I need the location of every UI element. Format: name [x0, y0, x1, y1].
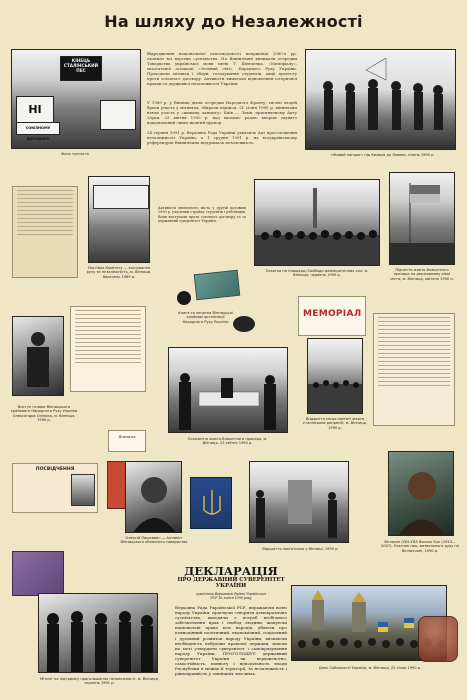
body-paragraph-3: 24 серпня 1991 р. Верховна Рада України ухвалила Акт проголошення незалежності України, а 1 грудня 1991 р. на всеукраїнському референдумі Вінниччина підтримала незалежність.	[147, 130, 297, 145]
photo-rally-1991	[38, 593, 158, 673]
doc-red-card	[107, 461, 127, 509]
doc-line	[378, 377, 450, 378]
living-chain-figures	[306, 50, 456, 150]
portrait-silhouette	[126, 462, 182, 533]
caption-1: Фото тунгаста	[61, 152, 89, 156]
photo-portrait-man	[125, 461, 182, 533]
doc-line	[17, 214, 73, 215]
caption-6: Підняття жовто-блакитного прапора на державному рівні міста, м. Вінниця, квітень 1990 р.	[390, 268, 454, 281]
doc-line	[75, 346, 141, 347]
doc-certificate	[12, 463, 98, 513]
memorial-crowd	[308, 339, 363, 414]
caption-12: Відкриття пам'ятника у Вінниці, 1990 р.	[262, 547, 339, 551]
body-paragraph-2: У 1989 р. у Вінниці діяли осередки Народного Фронту, тисячі людей брали участь у мітингах, збирали підписи. 21 січня 1990 р. вінничани взяли участь у «живому ланцюгу» Київ — Львів, присвяченому Акту Злуки. 23 квітня 1990 р. над міською радою вперше піднято національний синьо-жовтий прапор.	[147, 100, 297, 125]
doc-line	[378, 381, 450, 382]
doc-line	[17, 210, 73, 211]
vinnytsia-label: Вінниця	[118, 434, 136, 439]
photo-living-chain	[305, 49, 456, 150]
caption-10: Відкриття місця пам'яті жертв сталінських репресій, м. Вінниця, 1990 р.	[303, 417, 367, 430]
speaker-figure	[13, 317, 64, 396]
declaration-body: Верховна Рада Української РСР, виражаючи волю народу України, прагнучи створити демократичне суспільство, виходячи з потреб всебічного забезпечення прав і свобод людини, шануючи національні права всіх народів, дбаючи про повноцінний політичний, економічний, соціальний і духовний розвиток народу України, визнаючи необхідність побудови правової держави, маючи на меті утвердити суверенітет і самоврядування народу України, ПРОГОЛОШУЄ державний суверенітет України як верховенство, самостійність, повноту і неподільність влади Республіки в межах її території, та незалежність і рівноправність у зовнішніх зносинах.	[175, 605, 287, 677]
doc-line	[378, 345, 450, 346]
doc-line	[378, 341, 450, 342]
doc-line	[378, 349, 450, 350]
sign-kinets: КІНЕЦЬ СТАЛІНСЬКИЙ ПЕС	[60, 56, 102, 81]
blessing-scene	[169, 348, 288, 433]
doc-line	[378, 317, 450, 318]
doc-line	[378, 385, 450, 386]
doc-line	[75, 354, 141, 355]
body-paragraph-1: Відродження національної самосвідомості наприкінці 1980-х рр. охопило всі верстви суспільства. На Вінниччині виникали осередки Товариства української мови імені Т. Шевченка, «Меморіалу», екологічної асоціації «Зелений світ», Народного Руху України. Проходили мітинги і збори, голодування студентів, акції протесту проти союзного договору. Активісти вимагали відновлення історичної правди та державної незалежності України.	[147, 51, 297, 86]
doc-line	[17, 222, 73, 223]
ink-pad	[233, 316, 255, 332]
doc-memorial	[298, 296, 366, 336]
body-paragraph-4: Активісти оновленого міста у другій половині 1990 р. учасники страйку студентів і робітників. Вони виступали проти союзного договору та за державний суверенітет України.	[158, 206, 246, 223]
doc-leaflet	[12, 186, 78, 278]
caption-7: Книга та печатка Вінницької крайової організації Народного Руху України	[178, 311, 233, 324]
declaration-subtitle: ПРО ДЕРЖАВНИЙ СУВЕРЕНІТЕТ УКРАЇНИ	[177, 577, 285, 590]
doc-line	[17, 234, 73, 235]
doc-line	[75, 310, 141, 311]
doc-line	[75, 322, 141, 323]
doc-line	[378, 333, 450, 334]
rally-1991-crowd	[39, 594, 158, 673]
photo-monument-opening	[249, 461, 349, 543]
flag-icon	[390, 173, 455, 265]
watermark-badge	[418, 616, 458, 662]
poster-title: На шляху до Незалежності	[104, 12, 363, 31]
certificate-photo	[71, 474, 95, 506]
photo-speaker	[12, 316, 64, 396]
photo-memorial-event	[307, 338, 363, 414]
declaration-note: прийнята Верховною Радою Української РСР 16 липня 1990 року	[196, 592, 266, 600]
caption-9: Освячення жовто-блакитного прапора, м. Вінниця, 23 квітня 1990 р.	[187, 437, 268, 446]
doc-line	[378, 325, 450, 326]
doc-letter	[70, 306, 146, 392]
caption-5: Освятка на площадці Свободи демократичних сил, м. Вінниця, червень 1990 р.	[265, 269, 369, 278]
doc-line	[378, 353, 450, 354]
doc-line	[17, 230, 73, 231]
doc-line	[75, 362, 141, 363]
caption-2: «Живий ланцюг» під Києвом до Львова, січень 1990 р.	[330, 153, 435, 157]
doc-line	[75, 314, 141, 315]
doc-line	[17, 206, 73, 207]
doc-line	[75, 326, 141, 327]
doc-purple-booklet	[12, 551, 64, 596]
caption-11: Олексій Пашкевич — Активіст Вінницького обласного товариства	[120, 536, 188, 545]
doc-line	[378, 329, 450, 330]
trident-icon	[191, 478, 232, 529]
doc-line	[75, 338, 141, 339]
monument-scene	[250, 462, 349, 543]
doc-line	[17, 194, 73, 195]
declaration-heading: ДЕКЛАРАЦІЯ	[184, 564, 278, 578]
photo-rally-square	[254, 179, 380, 266]
doc-line	[17, 202, 73, 203]
seal-stamp	[177, 291, 191, 305]
doc-line	[75, 350, 141, 351]
doc-line	[75, 330, 141, 331]
kuk-silhouette	[389, 452, 454, 536]
rally-crowd	[255, 180, 380, 266]
photo-flag-raising	[389, 172, 455, 265]
certificate-title: ПОСВІДЧЕННЯ	[35, 467, 75, 472]
doc-line	[378, 361, 450, 362]
doc-line	[17, 190, 73, 191]
doc-line	[75, 318, 141, 319]
caption-13: Ветеран ОУН-УПА Василь Кук (1913—2007). Учасник нац.-визвольного руху на Вінниччині, 1990 р.	[381, 540, 459, 553]
doc-trident-booklet	[190, 477, 232, 529]
caption-15: День Соборності України, м. Вінниця, 22 січня 1990 р.	[318, 666, 422, 670]
doc-line	[378, 337, 450, 338]
doc-line	[378, 321, 450, 322]
doc-line	[378, 357, 450, 358]
photo-flag-blessing	[168, 347, 288, 433]
caption-14: Мітинг на підтримку проголошення незалежності. м. Вінниця, серпень 1991 р.	[40, 677, 159, 686]
photo-protest-signs	[11, 49, 141, 149]
caption-3: Листівка Комітету — заснування руху за незалежність, м. Вінниця, березень 1989 р.	[86, 266, 152, 279]
sign-ni: НІ	[16, 96, 54, 124]
doc-line	[17, 198, 73, 199]
photo-portrait-kuk	[388, 451, 454, 536]
photo-protest-banner	[88, 176, 150, 263]
doc-handwritten	[373, 313, 455, 426]
doc-line	[378, 365, 450, 366]
doc-line	[378, 369, 450, 370]
caption-8: Виступ голови Вінницького крайового Народного Руху України Олександра Оліника, м. Вінниця, 1990 р.	[10, 405, 78, 422]
doc-line	[17, 226, 73, 227]
doc-line	[378, 373, 450, 374]
banner-text	[93, 185, 149, 209]
doc-line	[17, 218, 73, 219]
sign-soiuznomu-dogovoru: СОЮЗНОМУ ДОГОВОРУ	[16, 122, 60, 135]
membership-book	[194, 270, 240, 300]
doc-vinnytsia-card	[108, 430, 146, 452]
sign-placard	[100, 100, 136, 130]
memorial-logo: МЕМОРІАЛ	[303, 309, 362, 319]
doc-line	[75, 358, 141, 359]
doc-line	[75, 334, 141, 335]
doc-line	[75, 342, 141, 343]
